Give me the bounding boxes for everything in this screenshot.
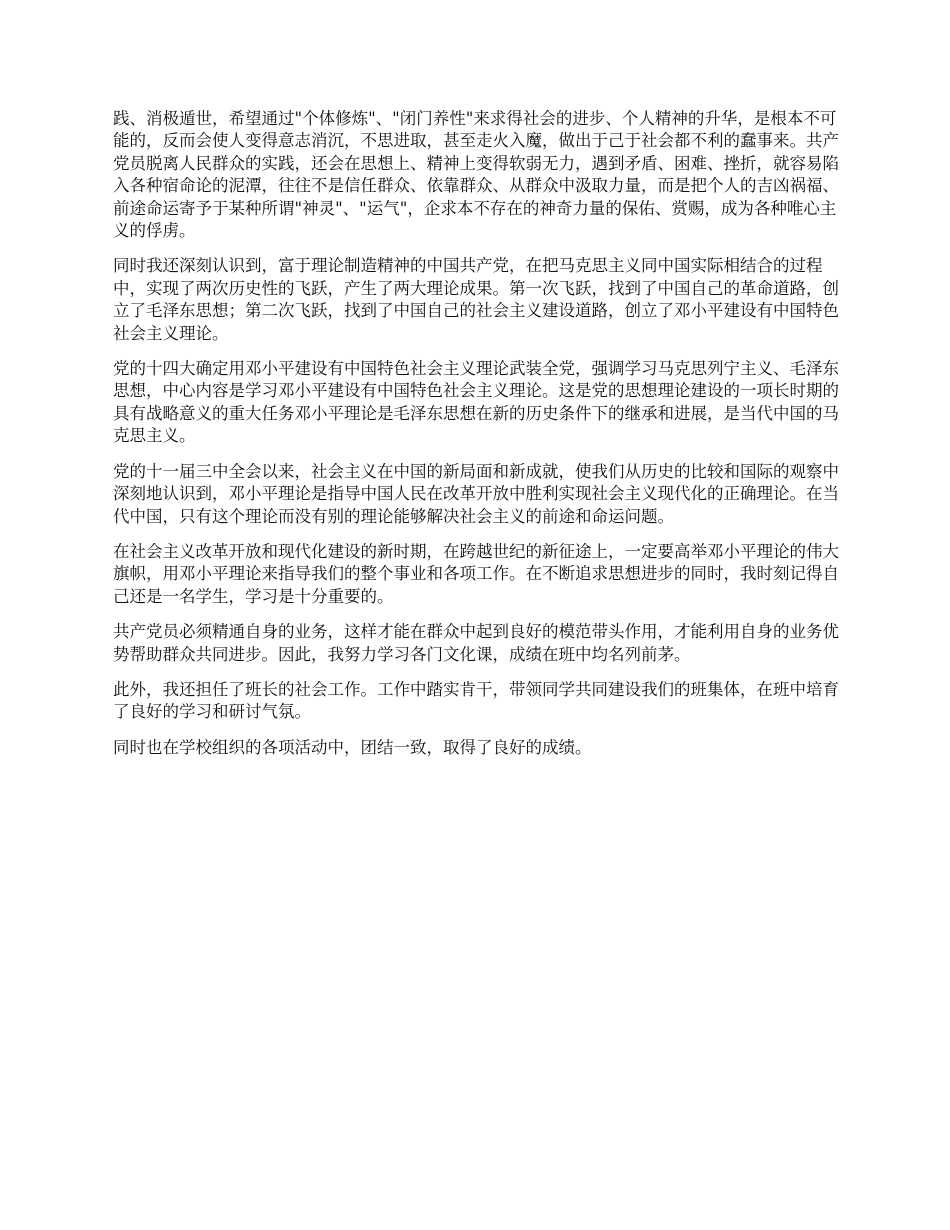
paragraph-1: 践、消极遁世，希望通过"个体修炼"、"闭门养性"来求得社会的进步、个人精神的升华，是根本不可能的，反而会使人变得意志消沉，不思进取，甚至走火入魔，做出于己于社会都不利的蠢事来。共产党员脱离人民群众的实践，还会在思想上、精神上变得软弱无力，遇到矛盾、困难、挫折，就容易陷入各种宿命论的泥潭，往往不是信任群众、依靠群众、从群众中汲取力量，而是把个人的吉凶祸福、前途命运寄予于某种所谓"神灵"、"运气"，企求本不存在的神奇力量的保佑、赏赐，成为各种唯心主义的俘虏。 [113,109,839,241]
paragraph-5: 在社会主义改革开放和现代化建设的新时期，在跨越世纪的新征途上，一定要高举邓小平理论的伟大旗帜，用邓小平理论来指导我们的整个事业和各项工作。在不断追求思想进步的同时，我时刻记得自己还是一名学生，学习是十分重要的。 [113,541,839,606]
paragraph-6: 共产党员必须精通自身的业务，这样才能在群众中起到良好的模范带头作用，才能利用自身的业务优势帮助群众共同进步。因此，我努力学习各门文化课，成绩在班中均名列前茅。 [113,622,839,664]
paragraph-8: 同时也在学校组织的各项活动中，团结一致，取得了良好的成绩。 [113,737,592,757]
paragraph-3: 党的十四大确定用邓小平建设有中国特色社会主义理论武装全党，强调学习马克思列宁主义、毛泽东思想，中心内容是学习邓小平建设有中国特色社会主义理论。这是党的思想理论建设的一项长时期的具有战略意义的重大任务邓小平理论是毛泽东思想在新的历史条件下的继承和进展，是当代中国的马克思主义。 [113,359,839,446]
document-body [113,108,841,772]
paragraph-4: 党的十一届三中全会以来，社会主义在中国的新局面和新成就，使我们从历史的比较和国际的观察中深刻地认识到，邓小平理论是指导中国人民在改革开放中胜利实现社会主义现代化的正确理论。在当代中国，只有这个理论而没有别的理论能够解决社会主义的前途和命运问题。 [113,461,839,526]
paragraph-7: 此外，我还担任了班长的社会工作。工作中踏实肯干，带领同学共同建设我们的班集体，在班中培育了良好的学习和研讨气氛。 [113,679,839,722]
paragraph-2: 同时我还深刻认识到，富于理论制造精神的中国共产党，在把马克思主义同中国实际相结合的过程中，实现了两次历史性的飞跃，产生了两大理论成果。第一次飞跃，找到了中国自己的革命道路，创立了毛泽东思想；第二次飞跃，找到了中国自己的社会主义建设道路，创立了邓小平建设有中国特色社会主义理论。 [113,256,839,343]
